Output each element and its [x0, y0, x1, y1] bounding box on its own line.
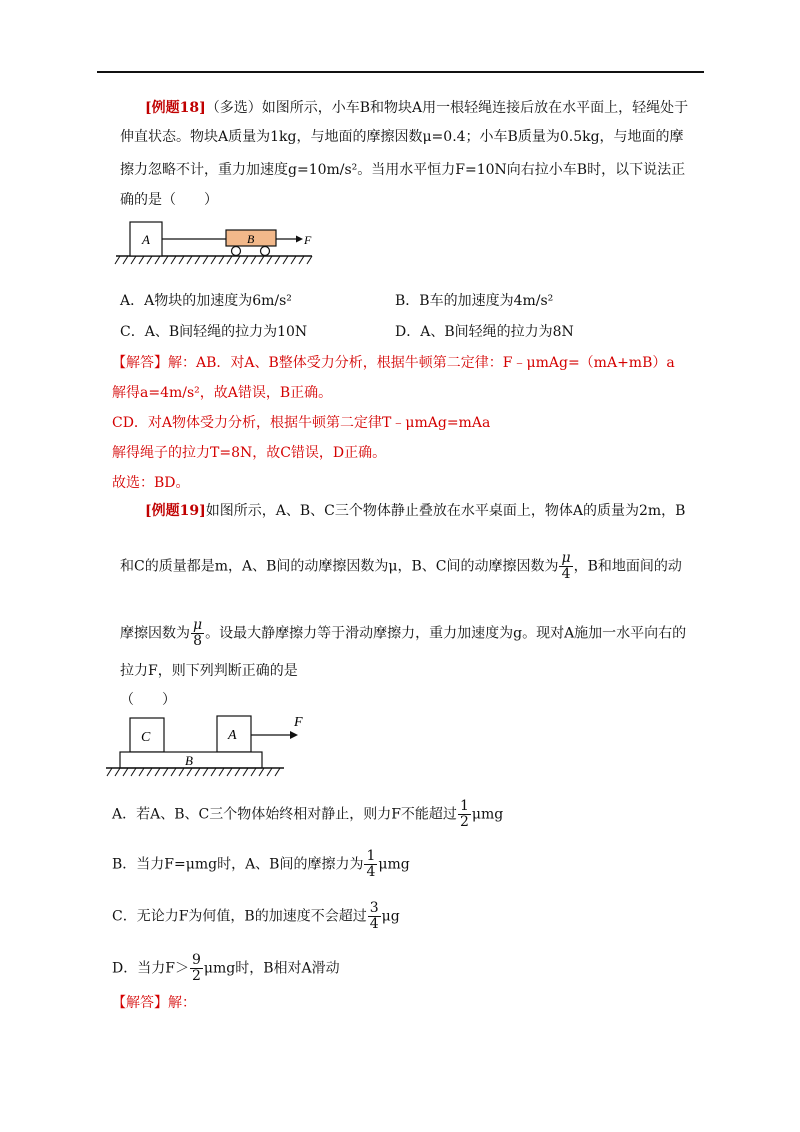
q19-option-d: D．当力F＞ $\frac{9}{2}$ μmg时，B相对A滑动 — [112, 952, 340, 984]
q18-line1: [例题18]（多选）如图所示，小车B和物块A用一根轻绳连接后放在水平面上，轻绳处于 — [145, 100, 689, 116]
q19-option-c: C．无论力F为何值，B的加速度不会超过 $\frac{3}{4}$ μg — [112, 900, 400, 932]
q19-tag: [例题19] — [145, 503, 206, 519]
q19-line3: 摩擦因数为 $\frac{\mu}{8}$ 。设最大静摩擦力等于滑动摩擦力，重力加速度为g。现对A施加一水平向右的 — [120, 617, 687, 649]
wheel-left — [232, 247, 241, 256]
q18-line4: 确的是（ ） — [120, 192, 218, 208]
block-a-label: A — [228, 728, 237, 743]
q18-answer-l2: 解得a=4m/s²，故A错误，B正确。 — [112, 385, 333, 401]
header-rule — [97, 71, 704, 73]
q19-line2: 和C的质量都是m，A、B间的动摩擦因数为μ，B、C间的动摩擦因数为 $\frac{\mu}{4}$ ，B和地面间的动 — [120, 550, 682, 582]
q18-answer-l1: 【解答】解：AB．对A、B整体受力分析，根据牛顿第二定律：F﹣μmAg=（mA+mB）a — [112, 355, 675, 371]
block-c-label: C — [141, 730, 151, 745]
q18-figure — [112, 218, 322, 270]
q19-answer: 【解答】解： — [112, 995, 196, 1011]
fraction-1-4: $\frac{1}{4}$ — [366, 848, 376, 880]
q18-option-b: B．B车的加速度为4m/s² — [395, 293, 554, 309]
q18-answer-l5: 故选：BD。 — [112, 475, 190, 491]
fraction-9-2: $\frac{9}{2}$ — [191, 952, 201, 984]
fraction-3-4: $\frac{3}{4}$ — [369, 900, 379, 932]
block-a-label: A — [142, 232, 150, 247]
fraction-mu-over-8: $\frac{\mu}{8}$ — [193, 617, 203, 649]
force-label: F — [304, 233, 312, 247]
plank-b-label: B — [185, 753, 193, 768]
q18-tag: [例题18] — [145, 100, 206, 116]
q18-answer-l4: 解得绳子的拉力T=8N，故C错误，D正确。 — [112, 445, 387, 461]
q18-option-d: D．A、B间轻绳的拉力为8N — [395, 324, 574, 340]
q19-option-a: A．若A、B、C三个物体始终相对静止，则力F不能超过 $\frac{1}{2}$ μmg — [112, 798, 504, 830]
q19-line1: [例题19]如图所示，A、B、C三个物体静止叠放在水平桌面上，物体A的质量为2m，B — [145, 503, 686, 519]
q18-answer-l3: CD．对A物体受力分析，根据牛顿第二定律T﹣μmAg=mAa — [112, 415, 491, 431]
q18-line2: 伸直状态。物块A质量为1kg，与地面的摩擦因数μ=0.4；小车B质量为0.5kg，与地面的摩 — [120, 129, 684, 145]
q19-paren: （ ） — [120, 692, 176, 708]
q19-option-b: B．当力F=μmg时，A、B间的摩擦力为 $\frac{1}{4}$ μmg — [112, 848, 410, 880]
q18-option-a: A．A物块的加速度为6m/s² — [120, 293, 292, 309]
fraction-mu-over-4: $\frac{\mu}{4}$ — [561, 550, 571, 582]
q19-figure — [104, 710, 304, 778]
force-label: F — [294, 715, 303, 730]
wheel-right — [261, 247, 270, 256]
cart-b-label: B — [247, 232, 255, 246]
q18-option-c: C．A、B间轻绳的拉力为10N — [120, 324, 308, 340]
q19-line4: 拉力F，则下列判断正确的是 — [120, 663, 298, 679]
q18-line3: 擦力忽略不计，重力加速度g=10m/s²。当用水平恒力F=10N向右拉小车B时，以下说法正 — [120, 162, 686, 178]
fraction-1-2: $\frac{1}{2}$ — [459, 798, 469, 830]
